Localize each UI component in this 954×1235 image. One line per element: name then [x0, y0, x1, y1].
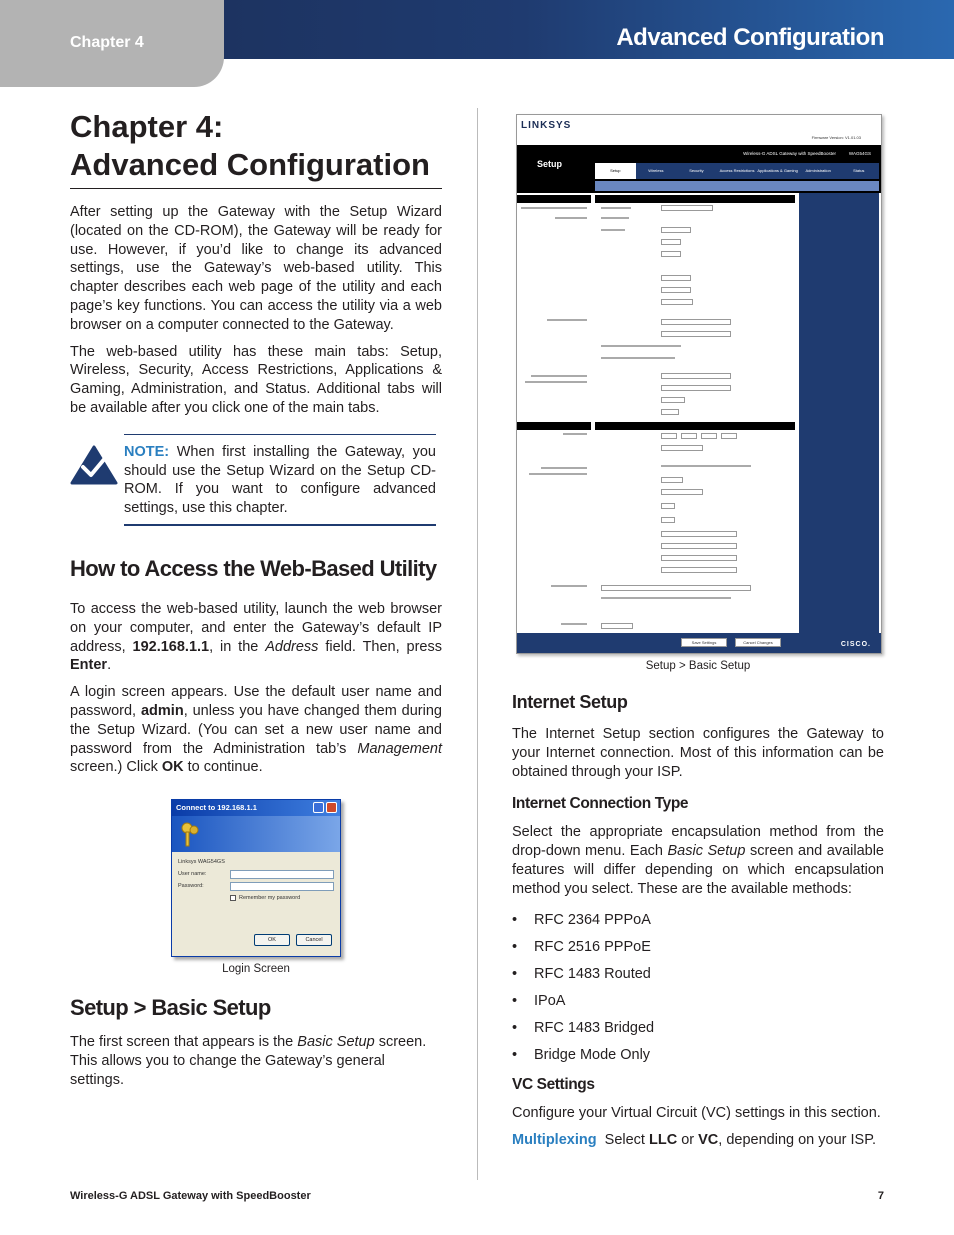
- save-settings-button[interactable]: Save Settings: [681, 638, 727, 647]
- lease-time-field[interactable]: [661, 517, 675, 523]
- screenshot-topbar: [517, 145, 881, 193]
- text: screen and available features will differ depending on which encapsulation method you select. These are the available methods:: [512, 843, 884, 897]
- remember-label: Remember my password: [239, 895, 301, 902]
- field-label: [547, 319, 587, 321]
- text: Select: [596, 1132, 649, 1149]
- dhcp-server-options: [661, 465, 751, 467]
- chapter-tab-label: Chapter 4: [70, 34, 144, 51]
- basic-setup-paragraph: [70, 1033, 442, 1089]
- firmware-version: Firmware Version: V1.01.03: [811, 135, 861, 140]
- field-label: [563, 433, 587, 435]
- section-band: [595, 422, 795, 430]
- footer-product: Wireless-G ADSL Gateway with SpeedBooster: [70, 1190, 311, 1202]
- tab-access-restrictions[interactable]: Access Restrictions: [719, 168, 755, 173]
- scr-field[interactable]: [661, 251, 681, 257]
- basic-setup-term: Basic Setup: [297, 1034, 375, 1051]
- dsl-modulation-select[interactable]: [661, 299, 693, 305]
- default-ip: 192.168.1.1: [132, 638, 210, 655]
- vc-settings-heading: VC Settings: [512, 1076, 595, 1094]
- text: , in the: [209, 638, 266, 655]
- vpi-field[interactable]: [661, 275, 691, 281]
- domain-name-field[interactable]: [661, 385, 731, 391]
- field-label: [551, 585, 587, 587]
- field-label: [601, 217, 629, 219]
- connection-type-paragraph: [512, 823, 884, 898]
- page-number: 7: [877, 1190, 884, 1202]
- checkmark-note-icon: [70, 445, 118, 487]
- pcr-field[interactable]: [661, 239, 681, 245]
- vci-field[interactable]: [661, 287, 691, 293]
- realm-row: [178, 856, 334, 868]
- field-label: [561, 623, 587, 625]
- remember-checkbox[interactable]: [230, 895, 236, 901]
- section-title: Advanced Configuration: [616, 24, 884, 51]
- ip-octet-field[interactable]: [701, 433, 717, 439]
- password-label: Password:: [178, 883, 204, 890]
- size-field[interactable]: [661, 409, 679, 415]
- encapsulation-select[interactable]: [661, 205, 713, 211]
- text: to continue.: [183, 759, 263, 776]
- static-dns-1[interactable]: [661, 531, 737, 537]
- section-band: [595, 195, 795, 203]
- note-box: [124, 434, 436, 526]
- mtu-select[interactable]: [661, 397, 685, 403]
- note-text: [124, 443, 436, 518]
- close-icon: [326, 802, 337, 813]
- list-item: • RFC 1483 Bridged: [512, 1019, 884, 1038]
- qos-select[interactable]: [661, 227, 691, 233]
- tab-setup[interactable]: Setup: [595, 163, 636, 179]
- text: .: [107, 657, 112, 674]
- screenshot-left-labels: [517, 193, 591, 641]
- tab-administration[interactable]: Administration: [805, 168, 831, 173]
- basic-setup-term: Basic Setup: [667, 843, 746, 860]
- field-label: [531, 375, 587, 377]
- list-item: • RFC 2364 PPPoA: [512, 911, 884, 930]
- screenshot-form: [595, 193, 795, 641]
- field-label: [521, 207, 587, 209]
- vc-settings-paragraph: Configure your Virtual Circuit (VC) settings in this section.: [512, 1105, 881, 1122]
- linksys-logo: LINKSYS: [521, 120, 572, 131]
- management-term: Management: [357, 740, 442, 757]
- field-label: [529, 473, 587, 475]
- enter-key-term: Enter: [70, 657, 108, 674]
- text: , unless you have changed them during the Setup Wizard. (You can set a new user name and password from the Administration tab’s: [70, 702, 442, 757]
- text: , depending on your ISP.: [718, 1132, 877, 1149]
- text: screen.) Click: [70, 759, 162, 776]
- note-label: NOTE:: [124, 443, 170, 460]
- password-field[interactable]: [661, 331, 731, 337]
- intro-paragraph-2: The web-based utility has these main tabs: Setup, Wireless, Security, Access Restrictions, Applications & Gaming, Administration, and Status. Additional tabs will be available after you click one of the main tabs.: [70, 343, 442, 416]
- login-screen-figure: [171, 799, 341, 975]
- password-field[interactable]: [230, 882, 334, 891]
- screenshot-subtabs: [595, 181, 879, 191]
- access-paragraph-2: [70, 683, 442, 777]
- start-ip-field[interactable]: [661, 489, 703, 495]
- language-select[interactable]: [601, 623, 633, 629]
- login-caption: Login Screen: [222, 963, 290, 976]
- username-field[interactable]: [661, 319, 731, 325]
- list-item: • RFC 1483 Routed: [512, 965, 884, 984]
- ip-octet-field[interactable]: [681, 433, 697, 439]
- keys-icon: [178, 820, 202, 848]
- screenshot-product: Wireless-G ADSL Gateway with SpeedBooster: [743, 151, 836, 156]
- list-item: • IPoA: [512, 992, 884, 1011]
- section-band: [517, 422, 591, 430]
- screenshot-bottom-bar: [517, 633, 881, 653]
- dhcp-server-select[interactable]: [661, 477, 683, 483]
- help-icon: [313, 802, 324, 813]
- access-paragraph-1: [70, 600, 442, 675]
- chapter-title-line2: Advanced Configuration: [70, 147, 430, 182]
- text: To access the web-based utility, launch the web browser on your computer, and enter the Gateway’s default IP address,: [70, 600, 442, 655]
- field-label: [525, 381, 587, 383]
- login-dialog-title: Connect to 192.168.1.1: [172, 800, 340, 816]
- field-label: [555, 217, 587, 219]
- tab-status[interactable]: Status: [853, 168, 865, 173]
- text: Select the appropriate encapsulation method from the drop-down menu. Each: [512, 824, 884, 860]
- address-field-term: Address: [265, 638, 319, 655]
- tab-applications-gaming[interactable]: Applications & Gaming: [757, 168, 798, 173]
- subnet-mask-select[interactable]: [661, 445, 703, 451]
- cancel-changes-button[interactable]: Cancel Changes: [735, 638, 781, 647]
- keep-alive: [601, 357, 675, 359]
- login-dialog: [171, 799, 341, 957]
- realm-text: Linksys WAG54GS: [178, 859, 225, 866]
- screenshot-caption: Setup > Basic Setup: [645, 660, 751, 672]
- cisco-logo: CISCO.: [840, 641, 871, 648]
- text: A login screen appears. Use the default user name and password,: [70, 684, 442, 719]
- basic-setup-screenshot: [516, 114, 882, 654]
- screenshot-section-label: Setup: [537, 159, 563, 169]
- ip-octet-field[interactable]: [661, 433, 677, 439]
- multiplexing-paragraph: [512, 1131, 884, 1150]
- internet-setup-paragraph: The Internet Setup section configures the Gateway to your Internet connection. Most of this information can be obtained through your ISP.: [512, 726, 884, 780]
- remember-row: [178, 892, 334, 904]
- list-item: • RFC 2516 PPPoE: [512, 938, 884, 957]
- ok-term: OK: [161, 759, 184, 776]
- screenshot-help-panel: [799, 193, 879, 641]
- basic-setup-heading: Setup > Basic Setup: [70, 995, 271, 1021]
- access-heading: How to Access the Web-Based Utility: [70, 555, 437, 581]
- static-dns-2[interactable]: [661, 543, 737, 549]
- static-dns-3[interactable]: [661, 555, 737, 561]
- tab-security[interactable]: Security: [689, 168, 704, 173]
- password-row: [178, 880, 334, 892]
- multiplexing-term: Multiplexing: [512, 1132, 597, 1149]
- username-field[interactable]: [230, 870, 334, 879]
- ok-button[interactable]: OK: [254, 934, 290, 946]
- username-row: [178, 868, 334, 880]
- llc-term: LLC: [648, 1132, 678, 1149]
- vc-term: VC: [698, 1132, 719, 1149]
- text: or: [677, 1132, 699, 1149]
- text: screen. This allows you to change the Gateway’s general settings.: [70, 1034, 427, 1088]
- host-name-field[interactable]: [661, 373, 731, 379]
- left-column: [70, 108, 442, 1098]
- connect-on-demand: [601, 345, 681, 347]
- screenshot-logo-bar: [517, 115, 881, 145]
- screenshot-tabs: [595, 163, 879, 179]
- login-banner: [172, 816, 340, 852]
- text: field. Then, press: [318, 638, 442, 655]
- note-body: When first installing the Gateway, you should use the Setup Wizard on the Setup CD-ROM. If you want to configure advanced settings, use this chapter.: [124, 443, 436, 517]
- text: The first screen that appears is the: [70, 1034, 298, 1051]
- default-credential: admin: [140, 702, 184, 719]
- field-label: [601, 229, 625, 231]
- list-item: • Bridge Mode Only: [512, 1046, 884, 1065]
- section-band: [517, 195, 591, 203]
- login-body: [172, 852, 340, 908]
- screenshot-model: WAG54GS: [848, 151, 871, 156]
- column-divider: [477, 108, 478, 1180]
- username-label: User name:: [178, 871, 207, 878]
- encapsulation-methods-list: [512, 911, 884, 1065]
- wins-field[interactable]: [661, 567, 737, 573]
- time-zone-select[interactable]: [601, 585, 751, 591]
- internet-setup-heading: Internet Setup: [512, 692, 628, 712]
- cancel-button[interactable]: Cancel: [296, 934, 332, 946]
- right-column: [512, 108, 884, 1158]
- daylight-saving-option: [601, 597, 731, 599]
- field-label: [541, 467, 587, 469]
- intro-paragraph-1: After setting up the Gateway with the Setup Wizard (located on the CD-ROM), the Gateway will be ready for use. However, if you’d like to change its advanced settings, use the Gateway’s web-based utility. This chapter describes each web page of the utility and each page’s key functions. You can access the utility via a web browser on a computer connected to the Gateway.: [70, 204, 442, 333]
- max-users-field[interactable]: [661, 503, 675, 509]
- tab-wireless[interactable]: Wireless: [648, 168, 664, 173]
- field-label: [601, 207, 631, 209]
- ip-octet-field[interactable]: [721, 433, 737, 439]
- chapter-title: [70, 108, 442, 184]
- title-rule: [70, 188, 442, 189]
- chapter-title-line1: Chapter 4:: [70, 109, 224, 144]
- connection-type-heading: Internet Connection Type: [512, 795, 689, 813]
- chapter-tab: [0, 0, 224, 87]
